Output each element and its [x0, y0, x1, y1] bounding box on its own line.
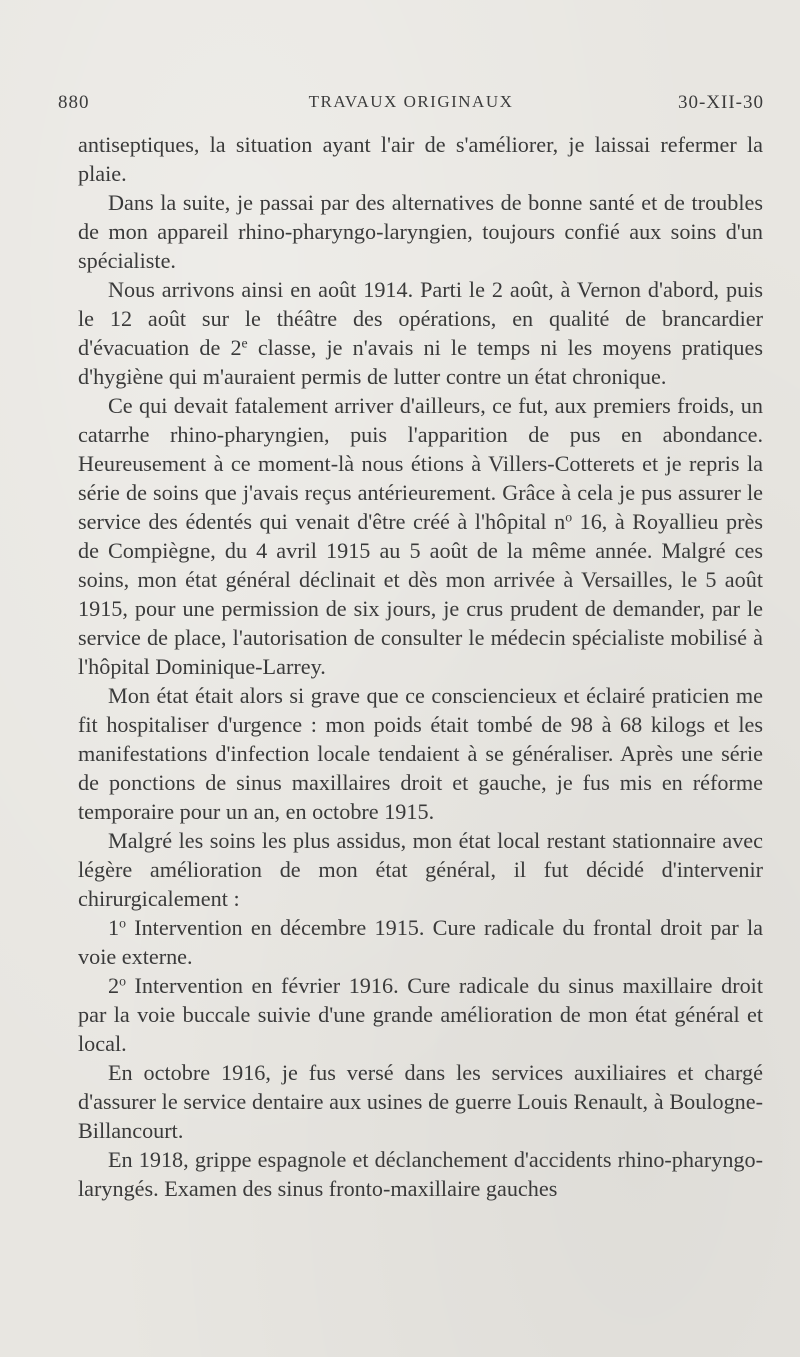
numbered-paragraph: [78, 971, 763, 1058]
paragraph-text: Intervention en février 1916. Cure radicale du sinus maxillaire droit par la voie buccale suivie d'une grande amélioration de mon état général et local.: [78, 973, 763, 1056]
numbered-paragraph: [78, 913, 763, 971]
paragraph: Dans la suite, je passai par des alternatives de bonne santé et de troubles de mon appareil rhino-pharyngo-laryngien, toujours confié aux soins d'un spécialiste.: [78, 190, 763, 273]
paragraph: En 1918, grippe espagnole et déclanchement d'accidents rhino-pharyngo-laryngés. Examen des sinus fronto-maxillaire gauches: [78, 1147, 763, 1201]
item-number: 2: [108, 973, 120, 998]
date-reference: 30-XII-30: [677, 92, 764, 113]
paragraph: Malgré les soins les plus assidus, mon état local restant stationnaire avec légère amélioration de mon état général, il fut décidé d'intervenir chirurgicalement :: [78, 828, 763, 911]
item-number: 1: [108, 915, 120, 940]
superscript: e: [241, 335, 248, 351]
paragraph: antiseptiques, la situation ayant l'air de s'améliorer, je laissai refermer la plaie.: [78, 132, 763, 186]
paragraph-text: classe, je n'avais ni le temps ni les moyens pratiques d'hygiène qui m'auraient permis de lutter contre un état chronique.: [78, 335, 763, 389]
paragraph-text: Nous arrivons ainsi en août 1914. Parti le 2 août, à Vernon d'abord, puis le 12 août sur le théâtre des opérations, en qualité de brancardier d'évacuation de 2: [78, 277, 763, 360]
page-number: 880: [58, 92, 90, 113]
paragraph: [78, 391, 763, 681]
paragraph-text: Intervention en décembre 1915. Cure radicale du frontal droit par la voie externe.: [78, 915, 763, 969]
paragraph-text: Ce qui devait fatalement arriver d'ailleurs, ce fut, aux premiers froids, un catarrhe rhino-pharyngien, puis l'apparition de pus en abondance. Heureusement à ce moment-là nous étions à Villers-Cotterets et je repris la série de soins que j'avais reçus antérieurement. Grâce à cela je pus assurer le service des édentés qui venait d'être créé à l'hôpital n: [78, 393, 763, 534]
superscript: o: [119, 973, 126, 989]
page-header: [58, 92, 764, 122]
paragraph: En octobre 1916, je fus versé dans les services auxiliaires et chargé d'assurer le service dentaire aux usines de guerre Louis Renault, à Boulogne-Billancourt.: [78, 1060, 763, 1143]
body-text: [78, 130, 763, 1203]
running-title: TRAVAUX ORIGINAUX: [308, 92, 514, 111]
paragraph-text: 16, à Royallieu près de Compiègne, du 4 avril 1915 au 5 août de la même année. Malgré ces soins, mon état général déclinait et dès mon arrivée à Versailles, le 5 août 1915, pour une permission de six jours, je crus prudent de demander, par le service de place, l'autorisation de consulter le médecin spécialiste mobilisé à l'hôpital Dominique-Larrey.: [78, 509, 763, 679]
paragraph: [78, 275, 763, 391]
superscript: o: [119, 915, 126, 931]
paragraph: Mon état était alors si grave que ce consciencieux et éclairé praticien me fit hospitaliser d'urgence : mon poids était tombé de 98 à 68 kilogs et les manifestations d'infection locale tendaient à se généraliser. Après une série de ponctions de sinus maxillaires droit et gauche, je fus mis en réforme temporaire pour un an, en octobre 1915.: [78, 683, 763, 824]
superscript: o: [565, 509, 573, 525]
